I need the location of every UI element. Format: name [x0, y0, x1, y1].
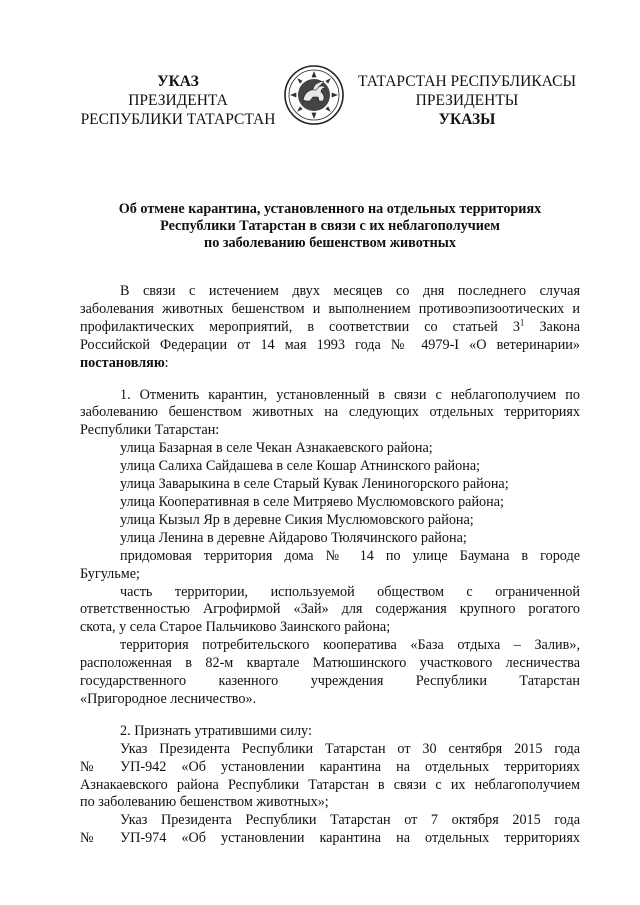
decree-body: [80, 283, 580, 848]
item1-lead-1: 1. Отменить карантин, установленный в связи с неблагополучием по: [120, 386, 580, 403]
decree-colon: :: [164, 354, 169, 371]
yard-line-2: Бугульме;: [80, 565, 140, 582]
decree-title: [80, 201, 580, 252]
decree2-line-2: № УП-974 «Об установлении карантина на отдельных территориях: [80, 830, 580, 847]
preamble-decree: [80, 355, 580, 373]
coop-line-3: государственного казенного учреждения Республики Татарстан: [80, 673, 580, 690]
coat-of-arms-icon: [283, 64, 345, 126]
coop-line-2: расположенная в 82-м квартале Матюшинского участкового лесничества: [80, 655, 580, 672]
header-right-line-1: ТАТАРСТАН РЕСПУБЛИКАСЫ: [358, 73, 576, 90]
farm-line-2: ответственностью Агрофирмой «Зай» для содержания крупного рогатого: [80, 601, 580, 618]
decree1-line-4: по заболеванию бешенством животных»;: [80, 794, 329, 811]
header-left-ru: [78, 72, 278, 129]
decree1-line-1: Указ Президента Республики Татарстан от 30 сентября 2015 года: [120, 740, 580, 757]
street-item: улица Базарная в селе Чекан Азнакаевского района;: [120, 440, 433, 457]
preamble-line-3-text: профилактических мероприятий, в соответствии со статьей 3: [80, 318, 520, 335]
preamble-line-1: В связи с истечением двух месяцев со дня последнего случая: [120, 283, 580, 299]
street-item: улица Заварыкина в селе Старый Кувак Лениногорского района;: [120, 476, 509, 493]
coop-line-1: территория потребительского кооператива «База отдыха – Залив»,: [120, 637, 580, 654]
decree-word: постановляю: [80, 354, 165, 371]
item1-lead-3: Республики Татарстан:: [80, 422, 220, 439]
preamble-line-3-end: Закона: [524, 318, 580, 335]
title-line-1: Об отмене карантина, установленного на отдельных территориях: [118, 201, 542, 217]
farm-line-1: часть территории, используемой обществом с ограниченной: [120, 583, 580, 600]
item-1: [80, 387, 580, 709]
header-right-line-2: ПРЕЗИДЕНТЫ: [415, 92, 519, 109]
preamble-line-4: Российской Федерации от 14 мая 1993 года № 4979-I «О ветеринарии»: [80, 336, 580, 353]
farm-line-3: скота, у села Старое Пальчиково Заинского района;: [80, 619, 391, 636]
header-right-line-3: УКАЗЫ: [438, 111, 496, 128]
preamble-line-3: [80, 319, 580, 337]
title-line-3: по заболеванию бешенством животных: [204, 235, 456, 251]
title-line-2: Республики Татарстан в связи с их неблагополучием: [160, 218, 500, 234]
header-right-tt: [352, 72, 582, 129]
street-item: улица Кызыл Яр в деревне Сикия Муслюмовского района;: [120, 511, 474, 528]
header-left-line-2: ПРЕЗИДЕНТА: [128, 92, 228, 109]
header-left-line-3: РЕСПУБЛИКИ ТАТАРСТАН: [80, 111, 276, 128]
street-item: улица Кооперативная в селе Митряево Муслюмовского района;: [120, 493, 504, 510]
coop-line-4: «Пригородное лесничество».: [80, 690, 257, 707]
decree1-line-3: Азнакаевского района Республики Татарстан в связи с их неблагополучием: [80, 776, 580, 793]
street-item: улица Ленина в деревне Айдарово Тюлячинского района;: [120, 529, 467, 546]
yard-line-1: придомовая территория дома № 14 по улице Баумана в городе: [120, 547, 580, 564]
decree1-line-2: № УП-942 «Об установлении карантина на отдельных территориях: [80, 758, 580, 775]
decree2-line-1: Указ Президента Республики Татарстан от 7 октября 2015 года: [120, 812, 580, 829]
item2-lead: 2. Признать утратившими силу:: [120, 722, 312, 739]
preamble: [80, 283, 580, 373]
preamble-line-2: заболевания животных бешенством и выполнением противоэпизоотических и: [80, 300, 580, 317]
article-superscript: 1: [519, 317, 525, 328]
item-2: [80, 723, 580, 848]
street-item: улица Салиха Сайдашева в селе Кошар Атнинского района;: [120, 458, 481, 475]
header-left-line-1: УКАЗ: [157, 73, 199, 90]
item1-lead-2: заболеванию бешенством животных на следующих отдельных территориях: [80, 404, 580, 421]
